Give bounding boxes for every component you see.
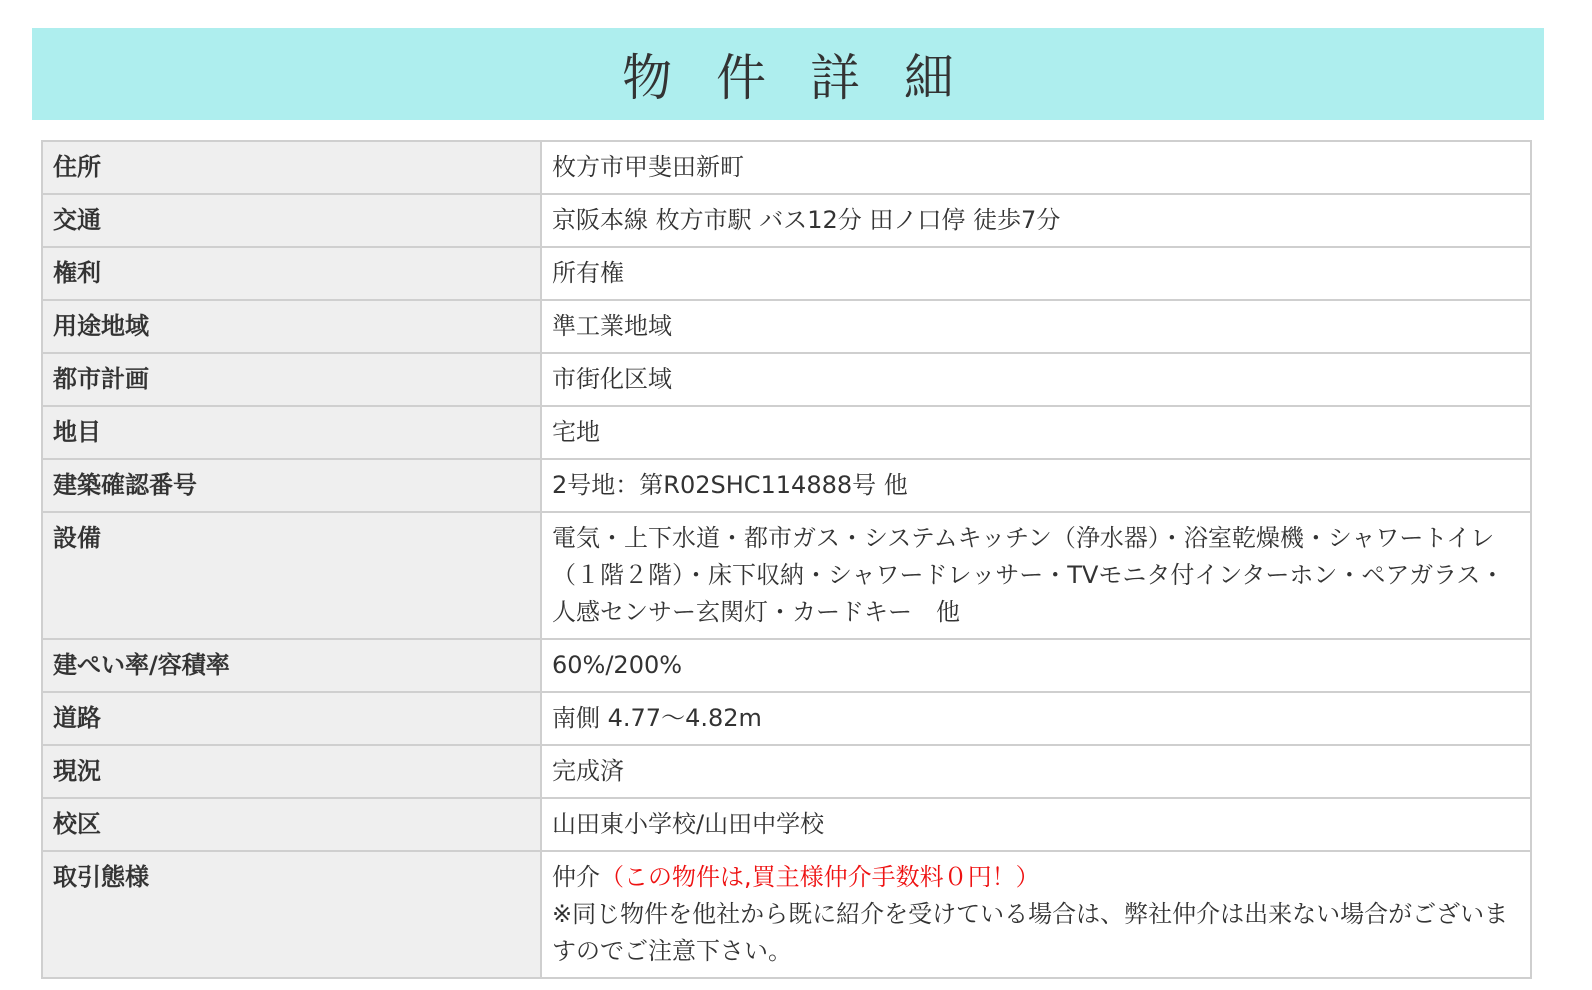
row-label: 建ぺい率/容積率 (42, 639, 541, 692)
table-row (42, 851, 1531, 978)
row-value: 市街化区域 (541, 353, 1531, 406)
page-title: 物 件 詳 細 (622, 49, 968, 107)
row-label: 校区 (42, 798, 541, 851)
transaction-note: ※同じ物件を他社から既に紹介を受けている場合は、弊社仲介は出来ない場合がございますのでご注意下さい。 (552, 900, 1509, 965)
table-row (42, 459, 1531, 512)
table-row (42, 194, 1531, 247)
row-label: 道路 (42, 692, 541, 745)
row-value: 山田東小学校/山田中学校 (541, 798, 1531, 851)
table-row (42, 247, 1531, 300)
row-label: 権利 (42, 247, 541, 300)
row-value: 枚方市甲斐田新町 (541, 141, 1531, 194)
title-bar (32, 28, 1544, 120)
fee-highlight: （この物件は,買主様仲介手数料０円！） (600, 863, 1040, 891)
row-label: 都市計画 (42, 353, 541, 406)
table-row (42, 406, 1531, 459)
row-label: 現況 (42, 745, 541, 798)
row-value: 所有権 (541, 247, 1531, 300)
transaction-type: 仲介 (552, 863, 600, 891)
table-row (42, 692, 1531, 745)
row-value-transaction (541, 851, 1531, 978)
row-value: 2号地：第R02SHC114888号 他 (541, 459, 1531, 512)
table-row (42, 512, 1531, 639)
row-label: 取引態様 (42, 851, 541, 978)
table-row (42, 798, 1531, 851)
row-value: 準工業地域 (541, 300, 1531, 353)
table-row (42, 300, 1531, 353)
row-label: 地目 (42, 406, 541, 459)
row-label: 住所 (42, 141, 541, 194)
row-label: 用途地域 (42, 300, 541, 353)
row-label: 設備 (42, 512, 541, 639)
table-row (42, 639, 1531, 692)
property-spec-table (41, 140, 1532, 979)
table-row (42, 141, 1531, 194)
row-label: 交通 (42, 194, 541, 247)
row-value: 宅地 (541, 406, 1531, 459)
row-value: 60%/200% (541, 639, 1531, 692)
row-value: 南側 4.77〜4.82m (541, 692, 1531, 745)
table-row (42, 745, 1531, 798)
row-label: 建築確認番号 (42, 459, 541, 512)
row-value: 電気・上下水道・都市ガス・システムキッチン（浄水器）・浴室乾燥機・シャワートイレ（１階２階）・床下収納・シャワードレッサー・TVモニタ付インターホン・ペアガラス・人感センサー玄関灯・カードキー 他 (541, 512, 1531, 639)
table-row (42, 353, 1531, 406)
row-value: 完成済 (541, 745, 1531, 798)
row-value: 京阪本線 枚方市駅 バス12分 田ノ口停 徒歩7分 (541, 194, 1531, 247)
